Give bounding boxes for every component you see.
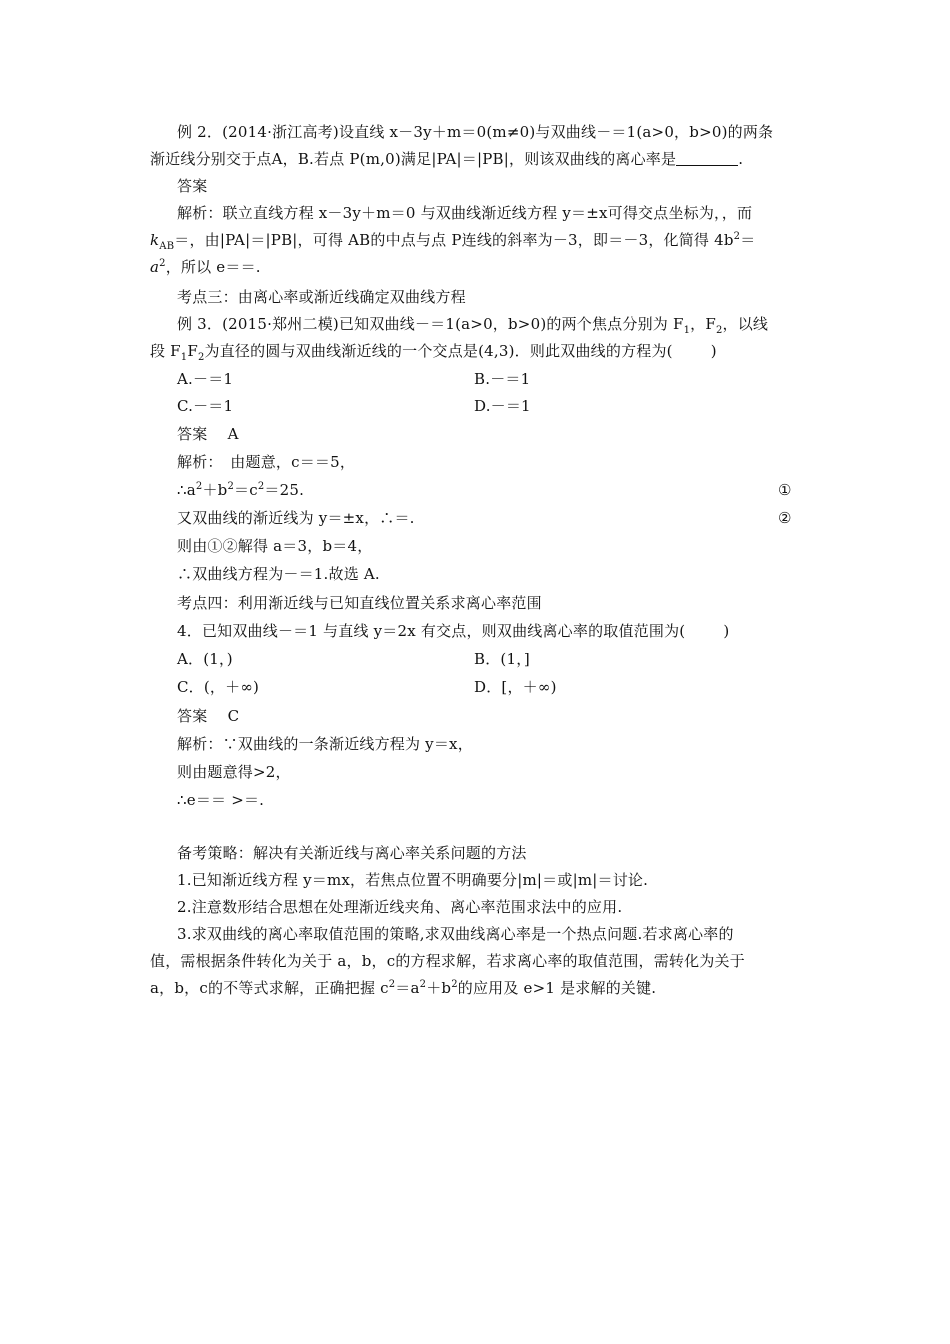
ex3-option-a: A.－＝1 [177, 370, 234, 388]
ex4-question-end: ) [723, 622, 730, 640]
ex4-option-d: D．[，＋∞) [474, 678, 557, 696]
ex2-answer-label: 答案 [177, 177, 208, 195]
ex3-line1-mid: ，F [690, 315, 716, 333]
ex2-k-subscript: AB [159, 241, 175, 252]
ex3-s2-end: ＝25. [264, 481, 305, 499]
strategy-point-1: 1.已知渐近线方程 y＝mx，若焦点位置不明确要分|m|＝或|m|＝讨论. [177, 871, 649, 889]
strategy-p3c-text: a，b，c的不等式求解，正确把握 c [150, 979, 389, 997]
ex3-option-d: D.－＝1 [474, 397, 531, 415]
ex3-solution-line3: 又双曲线的渐近线为 y＝±x，∴＝. [177, 509, 415, 527]
section-heading-kd3: 考点三：由离心率或渐近线确定双曲线方程 [177, 288, 466, 306]
ex3-line2-text: 段 F [150, 342, 181, 360]
ex4-option-a: A．(1，) [177, 650, 233, 668]
ex2-line2-text: 渐近线分别交于点A，B.若点 P(m,0)满足|PA|＝|PB|，则该双曲线的离心率是 [150, 150, 677, 168]
ex3-line2-rest: 为直径的圆与双曲线渐近线的一个交点是(4,3)．则此双曲线的方程为( [204, 342, 673, 360]
ex4-option-c: C．(，＋∞) [177, 678, 260, 696]
strategy-b-exponent: 2 [451, 979, 458, 990]
strategy-point-2: 2.注意数形结合思想在处理渐近线夹角、离心率范围求法中的应用. [177, 898, 623, 916]
ex2-solution-line1: 解析：联立直线方程 x－3y＋m＝0 与双曲线渐近线方程 y＝±x可得交点坐标为，，而 [177, 204, 753, 222]
strategy-p3c-mid2: ＋b [426, 979, 452, 997]
ex2-solution-line3-text: ，所以 e＝＝. [165, 258, 261, 276]
ex3-f1-subscript: 1 [683, 325, 691, 336]
ex4-solution-line3: ∴e＝＝ >＝. [177, 791, 265, 809]
ex3-s2-sup2: 2 [227, 481, 235, 492]
ex3-l2-f1-subscript: 1 [180, 352, 188, 363]
ex3-line2-end: ) [710, 342, 717, 360]
ex4-option-b: B．(1，] [474, 650, 530, 668]
ex3-solution-line2 [177, 480, 304, 500]
ex3-f2-subscript: 2 [715, 325, 723, 336]
strategy-point-3-line2: 值，需根据条件转化为关于 a，b，c的方程求解，若求离心率的取值范围，需转化为关于 [150, 952, 745, 970]
ex2-solution-line2-text: ＝，由|PA|＝|PB|，可得 AB的中点与点 P连线的斜率为－3，即＝－3，化简得 4b [174, 231, 734, 249]
ex4-solution-line1: 解析：∵双曲线的一条渐近线方程为 y＝x， [177, 735, 473, 753]
ex4-answer: 答案 C [177, 707, 240, 725]
ex3-solution-line1: 解析： 由题意，c＝＝5， [177, 453, 356, 471]
ex3-s2-mid: ＋b [202, 481, 228, 499]
ex3-line1-end: ，以线 [722, 315, 769, 333]
equation-mark-1: ① [778, 481, 792, 499]
ex2-k-symbol: k [150, 231, 160, 249]
ex4-solution-line2: 则由题意得>2， [177, 763, 291, 781]
ex2-solution-line2 [150, 230, 755, 250]
ex3-s2-sup1: 2 [195, 481, 203, 492]
equation-mark-2: ② [778, 509, 792, 527]
ex2-a-exponent: 2 [159, 258, 166, 269]
ex3-line1-text: 例 3．(2015·郑州二模)已知双曲线－＝1(a>0，b>0)的两个焦点分别为 F [177, 315, 684, 333]
ex4-question [177, 621, 729, 641]
strategy-point-3-line3 [150, 978, 656, 998]
ex3-line2-mid: F [187, 342, 198, 360]
ex3-answer: 答案 A [177, 425, 239, 443]
strategy-p3c-end: 的应用及 e>1 是求解的关键. [457, 979, 657, 997]
ex3-line2 [150, 341, 717, 361]
strategy-a-exponent: 2 [419, 979, 427, 990]
strategy-point-3-line1: 3.求双曲线的离心率取值范围的策略,求双曲线离心率是一个热点问题.若求离心率的 [177, 925, 734, 943]
ex3-solution-line4: 则由①②解得 a＝3，b＝4， [177, 537, 373, 555]
ex2-line1: 例 2．(2014·浙江高考)设直线 x－3y＋m＝0(m≠0)与双曲线－＝1(a>0，b>0)的两条 [177, 123, 774, 141]
strategy-title: 备考策略：解决有关渐近线与离心率关系问题的方法 [177, 844, 527, 862]
answer-blank [676, 151, 738, 166]
section-heading-kd4: 考点四：利用渐近线与已知直线位置关系求离心率范围 [177, 594, 542, 612]
ex3-s2-sup3: 2 [257, 481, 265, 492]
ex3-option-b: B.－＝1 [474, 370, 531, 388]
ex3-s2-a: ∴a [177, 481, 196, 499]
strategy-c-exponent: 2 [388, 979, 396, 990]
ex2-line2-end: . [738, 150, 744, 168]
ex2-line2 [150, 149, 743, 169]
strategy-p3c-mid: ＝a [395, 979, 420, 997]
ex3-s2-mid2: ＝c [234, 481, 258, 499]
ex3-solution-line5: ∴双曲线方程为－＝1.故选 A. [177, 565, 380, 583]
ex2-solution-line3 [150, 257, 261, 277]
ex2-solution-line2-end: ＝ [740, 231, 756, 249]
ex2-a-symbol: a [150, 258, 160, 276]
ex3-option-c: C.－＝1 [177, 397, 234, 415]
ex3-line1 [177, 314, 768, 334]
ex3-l2-f2-subscript: 2 [197, 352, 205, 363]
ex2-b-exponent: 2 [733, 231, 741, 242]
ex4-question-text: 4．已知双曲线－＝1 与直线 y＝2x 有交点，则双曲线离心率的取值范围为( [177, 622, 686, 640]
